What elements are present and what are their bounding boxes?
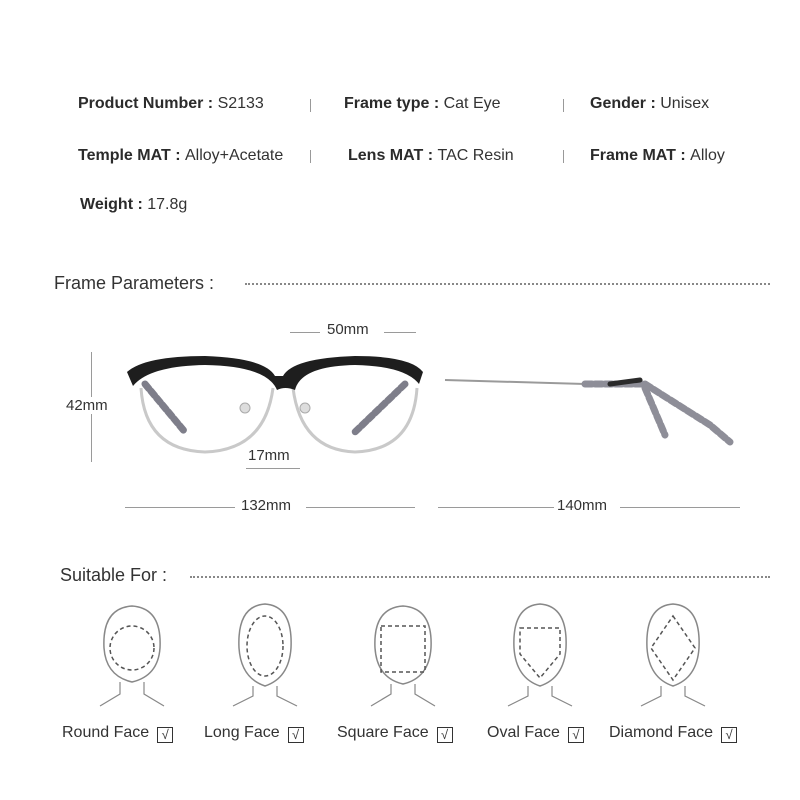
face-option-round — [62, 724, 173, 743]
spec-label: Product Number — [78, 95, 204, 112]
round-face-icon — [92, 598, 172, 708]
spec-value: Alloy — [690, 147, 725, 164]
spec-product-number: Product Number : S2133 — [78, 95, 264, 112]
lens-width-line — [290, 332, 320, 333]
face-option-square — [337, 724, 453, 743]
diamond-face-icon — [633, 598, 713, 708]
lens-height-label: 42mm — [66, 397, 108, 414]
long-face-icon — [225, 598, 305, 708]
check-icon: √ — [157, 727, 173, 743]
spec-lens-mat: Lens MAT : TAC Resin — [348, 147, 514, 164]
spec-weight: Weight : 17.8g — [80, 196, 188, 213]
glasses-front-image — [115, 350, 435, 460]
check-icon: √ — [568, 727, 584, 743]
spec-label: Gender — [590, 95, 647, 112]
spec-frame-mat: Frame MAT : Alloy — [590, 147, 725, 164]
check-icon: √ — [288, 727, 304, 743]
check-icon: √ — [721, 727, 737, 743]
spec-value: 17.8g — [147, 196, 188, 213]
spec-frame-type: Frame type : Cat Eye — [344, 95, 501, 112]
spec-value: Cat Eye — [443, 95, 501, 112]
spec-label: Lens MAT — [348, 147, 424, 164]
lens-width-label: 50mm — [327, 321, 369, 338]
face-label: Long Face — [204, 724, 280, 741]
face-label: Square Face — [337, 724, 429, 741]
spec-value: Alloy+Acetate — [184, 147, 284, 164]
spec-temple-mat: Temple MAT : Alloy+Acetate — [78, 147, 284, 164]
temple-length-label: 140mm — [557, 497, 608, 514]
square-face-icon — [363, 598, 443, 708]
face-label: Round Face — [62, 724, 150, 741]
spec-label: Frame type — [344, 95, 430, 112]
frame-width-line — [306, 507, 415, 508]
separator — [563, 99, 564, 112]
face-option-diamond — [609, 724, 737, 743]
face-option-long — [204, 724, 304, 743]
separator — [563, 150, 564, 163]
oval-face-icon — [500, 598, 580, 708]
glasses-side-image — [440, 370, 740, 455]
suitable-for-title: Suitable For : — [60, 565, 168, 585]
check-icon: √ — [437, 727, 453, 743]
temple-length-line — [438, 507, 554, 508]
spec-label: Frame MAT — [590, 147, 676, 164]
spec-value: S2133 — [217, 95, 264, 112]
frame-width-label: 132mm — [241, 497, 292, 514]
spec-label: Weight — [80, 196, 134, 213]
bridge-line — [246, 468, 300, 469]
spec-gender: Gender : Unisex — [590, 95, 710, 112]
spec-value: TAC Resin — [437, 147, 514, 164]
spec-label: Temple MAT — [78, 147, 171, 164]
frame-parameters-title: Frame Parameters : — [54, 273, 215, 293]
spec-value: Unisex — [660, 95, 710, 112]
section-divider — [245, 283, 770, 285]
face-label: Diamond Face — [609, 724, 714, 741]
separator — [310, 99, 311, 112]
lens-width-line — [384, 332, 416, 333]
temple-length-line — [620, 507, 740, 508]
face-option-oval — [487, 724, 584, 743]
section-divider — [190, 576, 770, 578]
face-label: Oval Face — [487, 724, 560, 741]
separator — [310, 150, 311, 163]
bridge-label: 17mm — [248, 447, 290, 464]
frame-width-line — [125, 507, 235, 508]
